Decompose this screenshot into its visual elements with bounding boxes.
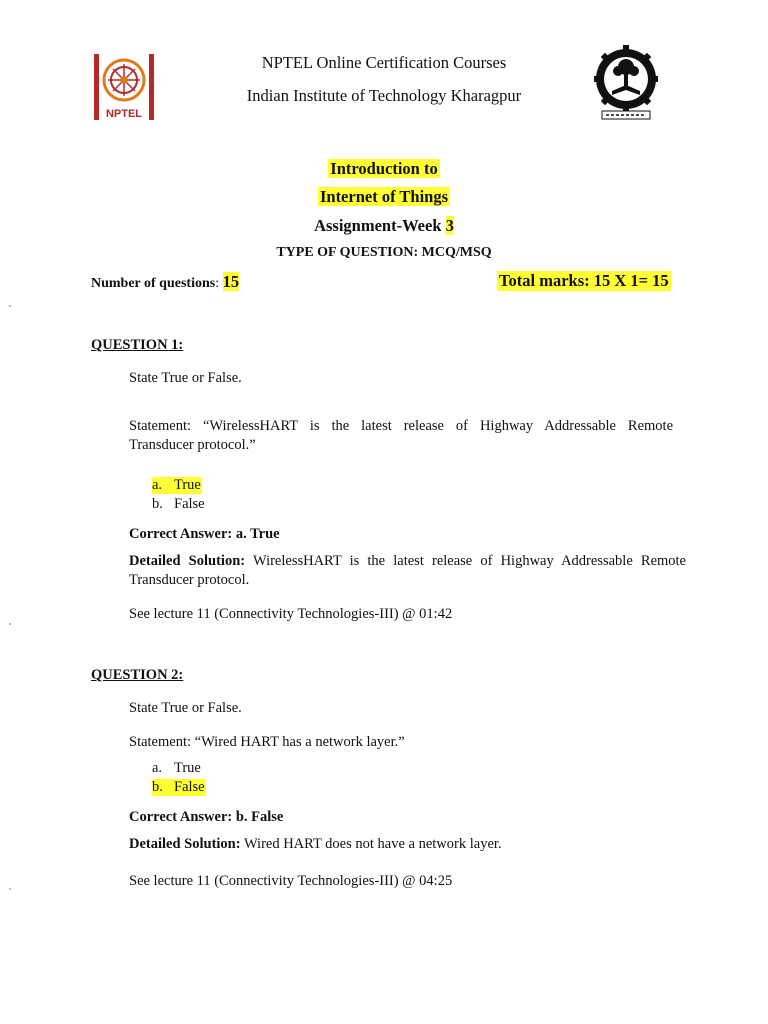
- question-1-heading: QUESTION 1:: [91, 337, 184, 353]
- question-2-option-a: a. True: [152, 760, 201, 776]
- number-of-questions-value: 15: [222, 272, 240, 291]
- header-institution-line1: NPTEL Online Certification Courses: [261, 53, 507, 72]
- question-2-heading: QUESTION 2:: [91, 667, 184, 683]
- question-2-reference: See lecture 11 (Connectivity Technologies-III) @ 04:25: [129, 873, 453, 889]
- question-1-option-a: a. True: [152, 477, 201, 493]
- question-1-statement: Statement: “WirelessHART is the latest release of Highway Addressable Remote Transducer protocol.”: [129, 418, 673, 453]
- question-1-option-b: b. False: [152, 496, 205, 512]
- assignment-week-number: 3: [445, 216, 454, 235]
- question-1-prompt: State True or False.: [129, 370, 242, 386]
- question-1-correct-answer: Correct Answer: a. True: [129, 526, 280, 542]
- question-2-prompt: State True or False.: [129, 700, 242, 716]
- assignment-title: Assignment-Week 3: [314, 216, 454, 235]
- course-title-line1: Introduction to: [330, 159, 438, 178]
- margin-mark: [9, 623, 11, 625]
- question-2-option-b: b. False: [152, 779, 205, 795]
- margin-mark: [9, 888, 11, 890]
- number-of-questions: Number of questions: 15: [91, 272, 240, 291]
- question-2-correct-answer: Correct Answer: b. False: [129, 809, 284, 825]
- question-1-reference: See lecture 11 (Connectivity Technologies-III) @ 01:42: [129, 606, 453, 622]
- margin-mark: [9, 305, 11, 307]
- question-2-solution: Detailed Solution: Wired HART does not have a network layer.: [129, 836, 502, 852]
- question-type: TYPE OF QUESTION: MCQ/MSQ: [276, 245, 492, 260]
- nptel-logo-text: NPTEL: [105, 108, 143, 120]
- question-1-solution: Detailed Solution: WirelessHART is the latest release of Highway Addressable Remote Transducer protocol.: [129, 553, 686, 588]
- total-marks: Total marks: 15 X 1= 15: [499, 271, 669, 290]
- header-institution-line2: Indian Institute of Technology Kharagpur: [246, 86, 522, 105]
- course-title-line2: Internet of Things: [319, 187, 449, 206]
- question-2-statement: Statement: “Wired HART has a network layer.”: [129, 734, 405, 750]
